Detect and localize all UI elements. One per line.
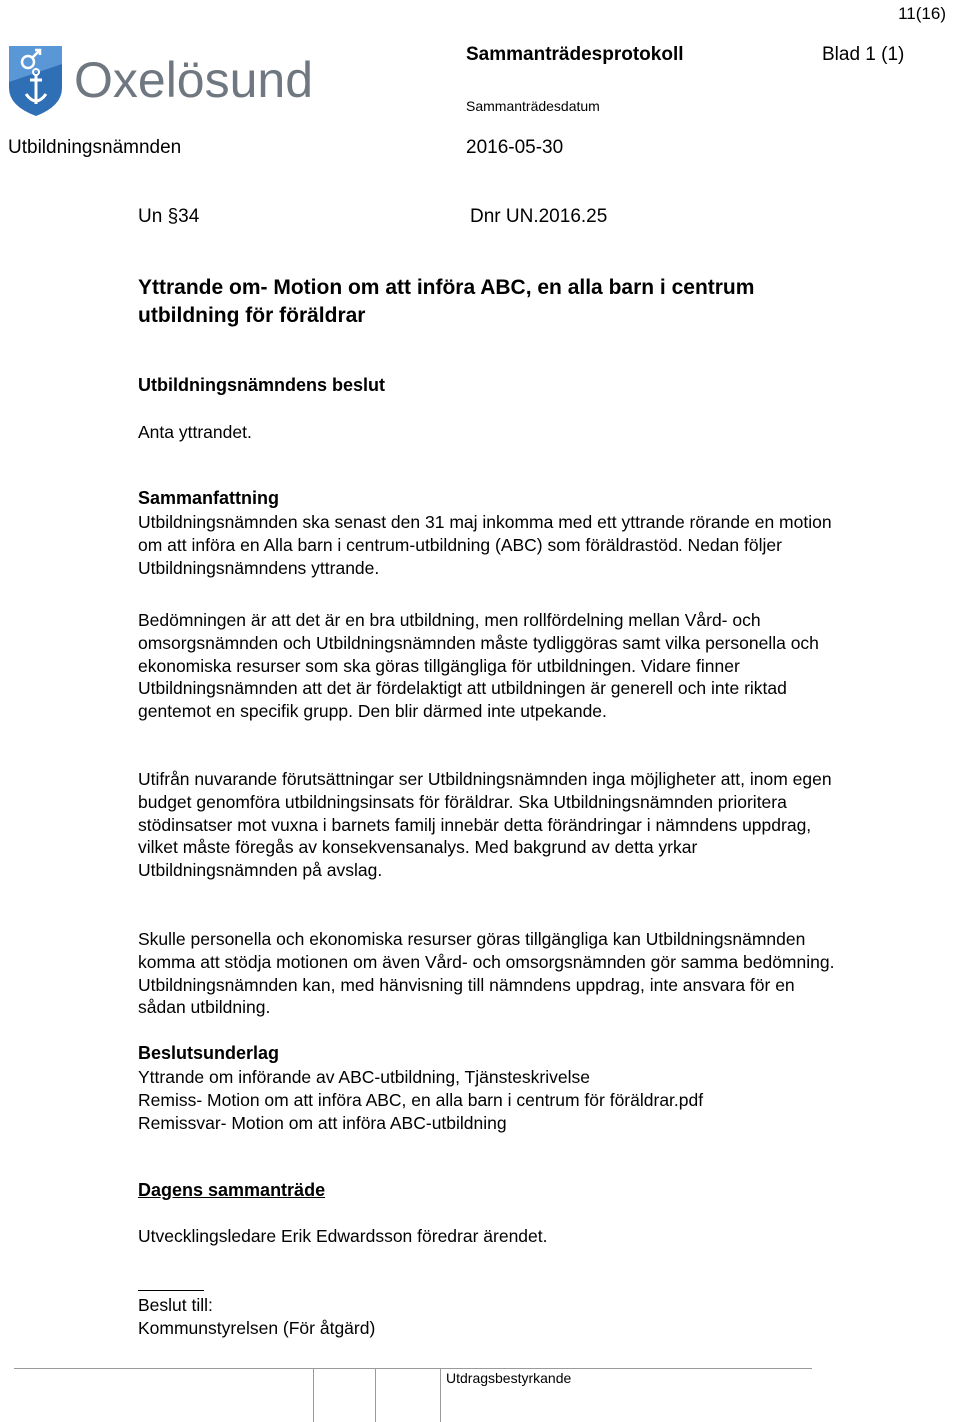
case-dnr: Dnr UN.2016.25 [470,206,608,227]
sent-to-recipient: Kommunstyrelsen (För åtgärd) [138,1317,376,1338]
decision-heading: Utbildningsnämndens beslut [138,375,386,395]
basis-item: Remiss- Motion om att införa ABC, en alla barn i centrum för föräldrar.pdf [138,1089,704,1110]
footer-divider [14,1368,812,1369]
case-number: Un §34 [138,206,200,227]
meeting-heading: Dagens sammanträde [138,1180,326,1200]
committee-name: Utbildningsnämnden [8,137,182,158]
meeting-date: 2016-05-30 [466,137,564,158]
summary-paragraph: Utbildningsnämnden ska senast den 31 maj inkomma med ett yttrande rörande en motion om att införa en Alla barn i centrum-utbildning (ABC) som föräldrastöd. Nedan följer Utbildningsnämndens yttrande. [138,512,832,578]
signature-box-divider [375,1368,376,1422]
signature-box-divider [440,1368,441,1422]
meeting-text: Utvecklingsledare Erik Edwardsson föredrar ärendet. [138,1226,548,1246]
sent-to [138,1294,838,1340]
basis-item: Yttrande om införande av ABC-utbildning, Tjänsteskrivelse [138,1067,591,1087]
summary-paragraph: Utifrån nuvarande förutsättningar ser Utbildningsnämnden inga möjligheter att, inom egen budget genomföra utbildningsinsats för föräldrar. Ska Utbildningsnämnden prioritera stödinsatser mot vuxna i barnets familj innebär detta förändringar i nämndens uppdrag, vilket måste föregås av konsekvensanalys. Med bakgrund av detta yrkar Utbildningsnämnden på avslag. [138,769,832,881]
summary-heading: Sammanfattning [138,488,280,508]
case-title: Yttrande om- Motion om att införa ABC, en alla barn i centrum utbildning för föräldrar [138,276,755,327]
basis-list [138,1066,838,1134]
document-title: Sammanträdesprotokoll [466,44,684,65]
signature-box-divider [313,1368,314,1422]
municipality-logo [6,42,326,118]
basis-item: Remissvar- Motion om att införa ABC-utbildning [138,1112,507,1133]
summary-paragraph: Skulle personella och ekonomiska resurser göras tillgängliga kan Utbildningsnämnden komma att stödja motionen om även Vård- och omsorgsnämnden gör samma bedömning. Utbildningsnämnden kan, med hänvisning till nämndens uppdrag, inte ansvara för en sådan utbildning. [138,929,835,1018]
divider [138,1290,204,1291]
decision-text: Anta yttrandet. [138,422,252,442]
basis-heading: Beslutsunderlag [138,1043,280,1063]
sent-to-label: Beslut till: [138,1295,213,1315]
certification-label: Utdragsbestyrkande [446,1370,572,1386]
summary-paragraph: Bedömningen är att det är en bra utbildning, men rollfördelning mellan Vård- och omsorgsnämnden och Utbildningsnämnden måste tydliggöras samt vilka personella och ekonomiska resurser som ska göras tillgängliga för utbildningen. Vidare finner Utbildningsnämnden att det är fördelaktigt att utbildningen är generell och inte riktad gentemot en specifik grupp. Den blir därmed inte utpekande. [138,610,819,722]
coat-of-arms-icon [9,46,62,116]
sheet-number: Blad 1 (1) [822,44,905,65]
logo-wordmark: Oxelösund [74,52,314,108]
meeting-date-label: Sammanträdesdatum [466,98,600,114]
page-number: 11(16) [898,4,946,23]
